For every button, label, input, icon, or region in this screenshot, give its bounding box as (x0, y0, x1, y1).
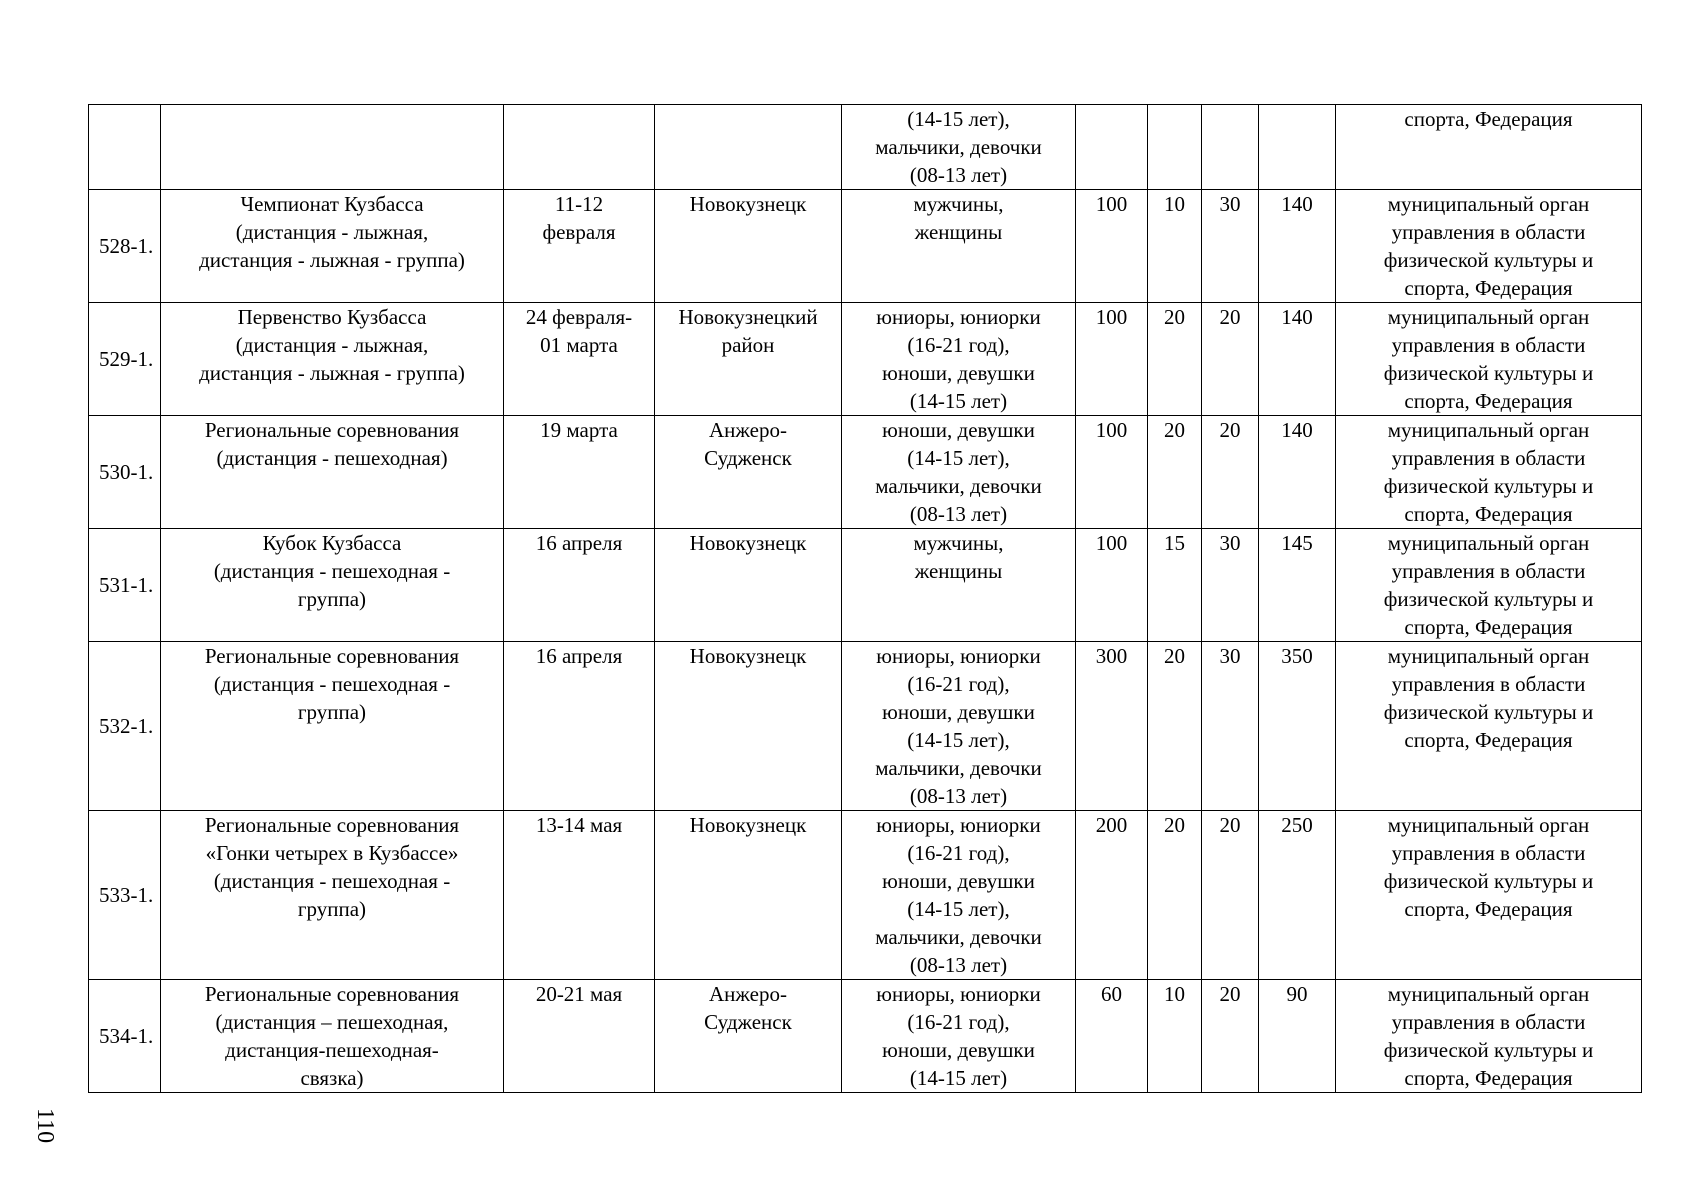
count-cell-2: 20 (1148, 416, 1202, 529)
total-cell: 250 (1259, 811, 1336, 980)
total-cell: 140 (1259, 303, 1336, 416)
event-place-cell: Новокузнецк (655, 811, 842, 980)
event-name-cell: Региональные соревнования (дистанция – пешеходная, дистанция-пешеходная- связка) (161, 980, 504, 1093)
count-cell-1: 100 (1076, 190, 1148, 303)
total-cell: 90 (1259, 980, 1336, 1093)
event-dates-cell: 16 апреля (504, 529, 655, 642)
event-name-cell: Региональные соревнования «Гонки четырех в Кузбассе» (дистанция - пешеходная - группа) (161, 811, 504, 980)
organizer-cell: муниципальный орган управления в области физической культуры и спорта, Федерация (1336, 980, 1642, 1093)
count-cell-2: 15 (1148, 529, 1202, 642)
event-dates-cell (504, 105, 655, 190)
organizer-cell: муниципальный орган управления в области физической культуры и спорта, Федерация (1336, 811, 1642, 980)
count-cell-2 (1148, 105, 1202, 190)
row-number-cell: 530-1. (89, 416, 161, 529)
page-number: 110 (32, 1108, 58, 1144)
participants-cell: юниоры, юниорки (16-21 год), юноши, девушки (14-15 лет) (842, 303, 1076, 416)
event-place-cell: Новокузнецк (655, 190, 842, 303)
organizer-cell: муниципальный орган управления в области физической культуры и спорта, Федерация (1336, 190, 1642, 303)
event-name-cell (161, 105, 504, 190)
count-cell-2: 10 (1148, 190, 1202, 303)
count-cell-3: 30 (1202, 529, 1259, 642)
table-row (89, 105, 1642, 190)
count-cell-2: 10 (1148, 980, 1202, 1093)
event-place-cell: Анжеро- Судженск (655, 416, 842, 529)
count-cell-3: 20 (1202, 416, 1259, 529)
count-cell-3 (1202, 105, 1259, 190)
organizer-cell: муниципальный орган управления в области физической культуры и спорта, Федерация (1336, 303, 1642, 416)
table-row (89, 416, 1642, 529)
count-cell-1: 60 (1076, 980, 1148, 1093)
table-row (89, 980, 1642, 1093)
table-row (89, 811, 1642, 980)
event-dates-cell: 13-14 мая (504, 811, 655, 980)
participants-cell: мужчины, женщины (842, 190, 1076, 303)
organizer-cell: муниципальный орган управления в области физической культуры и спорта, Федерация (1336, 416, 1642, 529)
row-number-cell: 533-1. (89, 811, 161, 980)
count-cell-1: 100 (1076, 303, 1148, 416)
row-number-cell: 531-1. (89, 529, 161, 642)
total-cell: 350 (1259, 642, 1336, 811)
count-cell-2: 20 (1148, 642, 1202, 811)
organizer-cell: муниципальный орган управления в области физической культуры и спорта, Федерация (1336, 642, 1642, 811)
event-name-cell: Первенство Кузбасса (дистанция - лыжная, дистанция - лыжная - группа) (161, 303, 504, 416)
participants-cell: (14-15 лет), мальчики, девочки (08-13 лет) (842, 105, 1076, 190)
event-place-cell: Новокузнецк (655, 529, 842, 642)
total-cell: 140 (1259, 416, 1336, 529)
table-row (89, 190, 1642, 303)
count-cell-3: 30 (1202, 642, 1259, 811)
table-row (89, 303, 1642, 416)
event-dates-cell: 20-21 мая (504, 980, 655, 1093)
event-dates-cell: 11-12 февраля (504, 190, 655, 303)
event-name-cell: Региональные соревнования (дистанция - пешеходная - группа) (161, 642, 504, 811)
count-cell-3: 20 (1202, 980, 1259, 1093)
count-cell-3: 20 (1202, 303, 1259, 416)
count-cell-3: 30 (1202, 190, 1259, 303)
participants-cell: юниоры, юниорки (16-21 год), юноши, девушки (14-15 лет) (842, 980, 1076, 1093)
event-place-cell: Новокузнецкий район (655, 303, 842, 416)
event-dates-cell: 16 апреля (504, 642, 655, 811)
event-name-cell: Кубок Кузбасса (дистанция - пешеходная - группа) (161, 529, 504, 642)
row-number-cell: 532-1. (89, 642, 161, 811)
count-cell-1: 100 (1076, 416, 1148, 529)
count-cell-1: 100 (1076, 529, 1148, 642)
participants-cell: юноши, девушки (14-15 лет), мальчики, девочки (08-13 лет) (842, 416, 1076, 529)
participants-cell: юниоры, юниорки (16-21 год), юноши, девушки (14-15 лет), мальчики, девочки (08-13 лет) (842, 811, 1076, 980)
count-cell-2: 20 (1148, 811, 1202, 980)
events-table (88, 104, 1642, 1093)
row-number-cell: 528-1. (89, 190, 161, 303)
event-name-cell: Региональные соревнования (дистанция - пешеходная) (161, 416, 504, 529)
event-place-cell: Новокузнецк (655, 642, 842, 811)
count-cell-1: 200 (1076, 811, 1148, 980)
table-row (89, 642, 1642, 811)
event-place-cell: Анжеро- Судженск (655, 980, 842, 1093)
participants-cell: мужчины, женщины (842, 529, 1076, 642)
organizer-cell: муниципальный орган управления в области физической культуры и спорта, Федерация (1336, 529, 1642, 642)
count-cell-1 (1076, 105, 1148, 190)
event-dates-cell: 19 марта (504, 416, 655, 529)
count-cell-2: 20 (1148, 303, 1202, 416)
participants-cell: юниоры, юниорки (16-21 год), юноши, девушки (14-15 лет), мальчики, девочки (08-13 лет) (842, 642, 1076, 811)
event-name-cell: Чемпионат Кузбасса (дистанция - лыжная, дистанция - лыжная - группа) (161, 190, 504, 303)
event-dates-cell: 24 февраля- 01 марта (504, 303, 655, 416)
table-row (89, 529, 1642, 642)
total-cell: 140 (1259, 190, 1336, 303)
count-cell-3: 20 (1202, 811, 1259, 980)
total-cell: 145 (1259, 529, 1336, 642)
count-cell-1: 300 (1076, 642, 1148, 811)
event-place-cell (655, 105, 842, 190)
total-cell (1259, 105, 1336, 190)
row-number-cell: 529-1. (89, 303, 161, 416)
row-number-cell: 534-1. (89, 980, 161, 1093)
row-number-cell (89, 105, 161, 190)
organizer-cell: спорта, Федерация (1336, 105, 1642, 190)
